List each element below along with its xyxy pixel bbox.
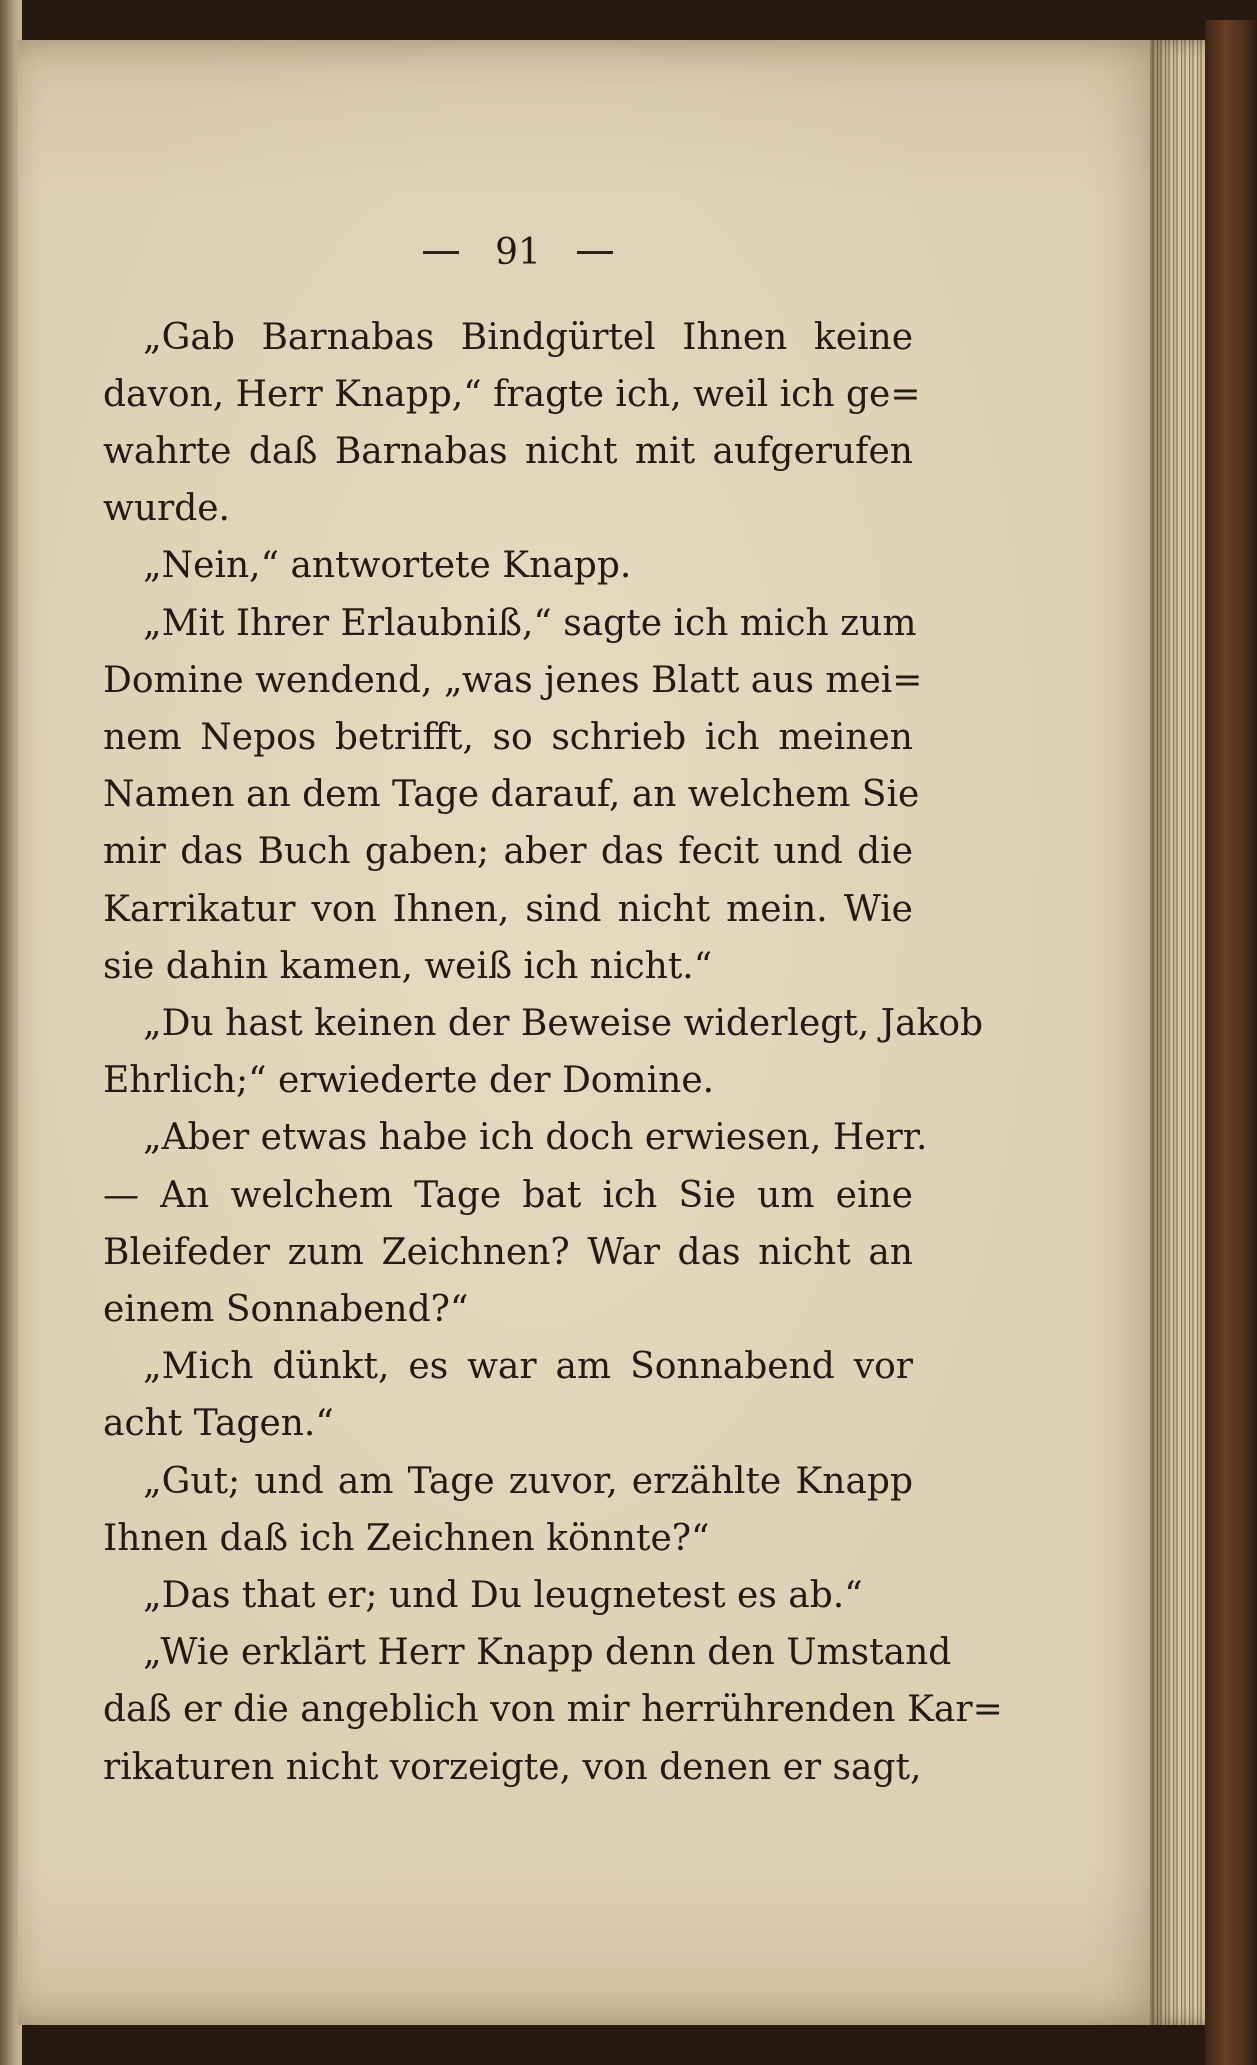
text-line: Namen an dem Tage darauf, an welchem Sie (103, 774, 920, 815)
running-head (423, 232, 613, 273)
text-line: nem Nepos betrifft, so schrieb ich meinen (103, 717, 913, 758)
text-line: Bleifeder zum Zeichnen? War das nicht an (103, 1232, 913, 1273)
text-line: — An welchem Tage bat ich Sie um eine (103, 1175, 913, 1216)
text-line: Domine wendend, „was jenes Blatt aus mei= (103, 660, 923, 701)
text-line: „Mich dünkt, es war am Sonnabend vor (143, 1346, 913, 1387)
text-line: „Nein,“ antwortete Knapp. (143, 545, 632, 586)
dash-right (577, 251, 613, 254)
text-line: einem Sonnabend?“ (103, 1289, 469, 1330)
text-line: „Gut; und am Tage zuvor, erzählte Knapp (143, 1461, 913, 1502)
text-line: davon, Herr Knapp,“ fragte ich, weil ich ge= (103, 374, 921, 415)
dash-left (423, 251, 459, 254)
text-line: „Mit Ihrer Erlaubniß,“ sagte ich mich zum (143, 603, 917, 644)
page-stack-edge (1150, 40, 1205, 2025)
text-line: mir das Buch gaben; aber das fecit und die (103, 831, 913, 872)
text-line: wurde. (103, 488, 231, 529)
text-line: „Das that er; und Du leugnetest es ab.“ (143, 1575, 863, 1616)
text-line: sie dahin kamen, weiß ich nicht.“ (103, 946, 713, 987)
text-line: „Wie erklärt Herr Knapp denn den Umstand (143, 1632, 952, 1673)
page-number: 91 (495, 232, 541, 273)
text-line: daß er die angeblich von mir herrührenden Kar= (103, 1689, 1003, 1730)
text-line: wahrte daß Barnabas nicht mit aufgerufen (103, 431, 913, 472)
book-cover-edge (1205, 20, 1257, 2065)
text-line: Karrikatur von Ihnen, sind nicht mein. Wie (103, 889, 913, 930)
text-line: rikaturen nicht vorzeigte, von denen er sagt, (103, 1747, 922, 1788)
text-line: „Aber etwas habe ich doch erwiesen, Herr. (143, 1117, 928, 1158)
text-line: „Gab Barnabas Bindgürtel Ihnen keine (143, 317, 913, 358)
text-line: acht Tagen.“ (103, 1403, 334, 1444)
text-line: Ehrlich;“ erwiederte der Domine. (103, 1060, 715, 1101)
text-line: Ihnen daß ich Zeichnen könnte?“ (103, 1518, 710, 1559)
text-line: „Du hast keinen der Beweise widerlegt, Jakob (143, 1003, 984, 1044)
